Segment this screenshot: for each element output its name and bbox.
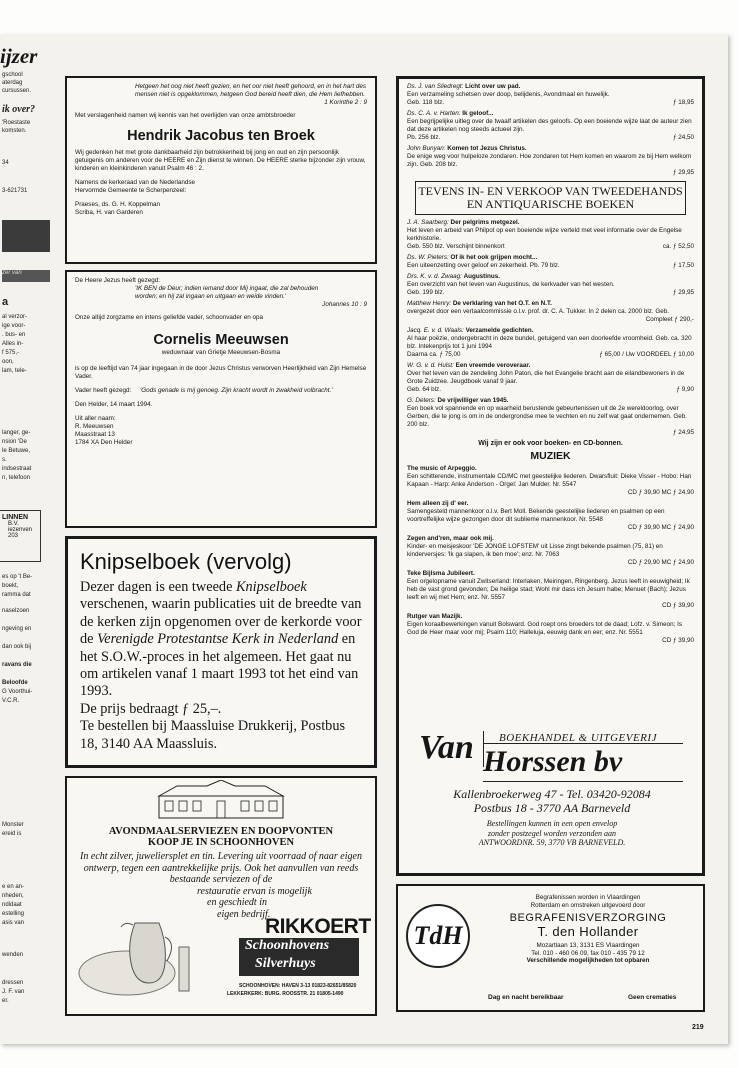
book-info: Pb. 256 blz. (407, 134, 441, 141)
book-info: Geb. 64 blz. (407, 386, 441, 393)
gutter-text: G Voorthui- (2, 689, 33, 695)
book-title: Een vreemde veroveraar. (455, 362, 531, 369)
author: Ds. W. Pieters: (407, 254, 449, 261)
order-note: ANTWOORDNR. 59, 3770 VB BARNEVELD. (478, 838, 626, 847)
ad-text: restauratie ervan is mogelijk (197, 885, 312, 897)
address-line: LEKKERKERK: BURG. ROOSSTR. 21 01805-1490 (227, 991, 344, 997)
van-horssen-logo-block (409, 729, 695, 869)
gutter-text: ramma dat (2, 592, 31, 598)
signature-line: Namens de kerkeraad van de Nederlandse (75, 179, 196, 186)
address-line: 1784 XA Den Helder (75, 439, 133, 446)
funeral-text (478, 894, 698, 965)
gutter-text: 3-621731 (2, 188, 28, 194)
gutter-text: ravans die (2, 662, 32, 668)
gutter-text: V.C.R. (2, 698, 20, 704)
signature-line: Praeses, ds. G. H. Koppelman (75, 201, 161, 208)
book-title: Verzamelde gedichten. (465, 327, 534, 334)
author: Ds. C. A. v. Harten: (407, 110, 461, 117)
author: Jacq. E. v. d. Waals: (407, 327, 464, 334)
availability: Dag en nacht bereikbaar (488, 994, 564, 1001)
obituary-meeuwsen (65, 270, 377, 528)
gutter-text: wenden (2, 952, 24, 958)
book-price: ƒ 29,95 (672, 169, 694, 176)
gutter-text: komsten. (2, 128, 27, 134)
order-note: zonder postzegel worden verzonden aan (487, 828, 617, 838)
book-title: De verklaring van het O.T. en N.T. (452, 300, 552, 307)
book-desc: De enige weg voor hulpeloze zondaren. Hoe zondaren tot Hem komen en waarom ze bij Hem welkom zijn. Geb. 208 blz. (407, 153, 692, 168)
logo-main: Horssen bv (483, 745, 623, 778)
book-title: Komen tot Jezus Christus. (447, 145, 527, 152)
signature-line: Hervormde Gemeente te Scherpenzeel: (75, 187, 187, 194)
book-desc: Een overzicht van het leven van Augustinus, de kerkvader van het westen. (407, 281, 615, 288)
ad-heading: KOOP JE IN SCHOONHOVEN (147, 837, 295, 848)
funeral-address: Mozartlaan 13, 3131 ES Vlaardingen (536, 942, 640, 949)
gutter-text: lam, tele- (2, 368, 27, 374)
den-hollander-advertisement (396, 884, 705, 1012)
gutter-text: nsion 'De (2, 439, 27, 445)
book-info: Daarna ca. ƒ 75,00 (407, 351, 461, 358)
gutter-text: n, telefoon (2, 475, 31, 481)
obituary-ten-broek (65, 76, 377, 264)
book-list (407, 219, 694, 437)
book-price: ƒ 65,00 / Uw VOORDEEL ƒ 10,00 (599, 351, 694, 358)
voucher-line: Wij zijn er ook voor boeken- en CD-bonnen. (478, 440, 623, 447)
gutter-box-label: LINNEN (2, 514, 29, 521)
album-title: Zegen and'ren, maar ook mij. (407, 535, 494, 542)
left-gutter-column (0, 34, 52, 1044)
gutter-text: naselzoen (2, 608, 30, 614)
album-price: CD ƒ 39,90 (662, 602, 694, 609)
obituary-line: Onze altijd zorgzame en intens geliefde vader, schoonvader en opa (75, 314, 263, 321)
funeral-phone: Tel. 010 - 460 06 09, fax 010 - 435 79 12 (531, 949, 645, 957)
ad-text: In echt zilver, juweliersplet en tin. Levering uit voorraad of naar eigen ontwerp, tegen een aantrekkelijke prijs. Ook het aanvullen van reeds bestaande serviezen of de (80, 851, 362, 885)
gutter-text: er. (2, 998, 9, 1004)
rikkoert-advertisement (65, 776, 377, 1016)
book-info: Geb. 118 blz. (407, 99, 444, 106)
obituary-intro: De Heere Jezus heeft gezegd: (75, 277, 161, 284)
notice-text-italic: Knipselboek (236, 579, 307, 595)
notice-text-italic: Verenigde Protestantse Kerk in Nederland (97, 631, 339, 648)
author: G. Deters: (407, 397, 436, 404)
second-hand-banner: TEVENS IN- EN VERKOOP VAN TWEEDEHANDS EN ANTIQUARISCHE BOEKEN (415, 181, 686, 215)
music-list (407, 465, 694, 645)
book-price: ƒ 29,95 (672, 289, 694, 296)
gutter-heading: a (2, 296, 9, 308)
gutter-text: estelling (2, 911, 25, 917)
address-line: Uit aller naam: (75, 415, 116, 422)
gutter-text: oon, (2, 359, 14, 365)
place-date: Den Helder, 14 maart 1994. (75, 401, 153, 408)
book-price: ƒ 24,95 (672, 429, 694, 436)
album-desc: Eigen koraalbewerkingen vanuit Bolsward. God roept ons broeders tot de daad; Lofz. v. Simeon; Is God de Heer maar voor mij; Psalm 110; Halleluja, eeuwig dank en eer; enz. Nr. 5551 (407, 621, 683, 636)
gutter-text: cursussen. (2, 88, 32, 94)
notice-order: Te bestellen bij Maassluise Drukkerij, Postbus 18, 3140 AA Maassluis. (80, 718, 346, 752)
funeral-company: T. den Hollander (537, 924, 639, 939)
gutter-text: 34 (2, 160, 9, 166)
book-desc: Een begrijpelijke uitleg over de twaalf artikelen des geloofs. Op een boeiende wijze laat de auteur zien dat deze artikelen nog steeds actueel zijn. (407, 118, 692, 133)
brand-line: Silverhuys (255, 956, 316, 971)
book-title: Augustinus. (463, 273, 500, 280)
gutter-text: al verzor- (2, 314, 28, 320)
funeral-line: Rotterdam en omstreken uitgevoerd door (530, 901, 646, 909)
bible-quote: 'IK BEN de Deur; indien iemand door Mij ingaat, die zal behouden worden; en hij zal ingaan en uitgaan en weide vinden.' (135, 285, 319, 300)
book-price: Compleet ƒ 290,- (645, 316, 694, 323)
book-desc: Het leven en arbeid van Philpot op een boeiende wijze verteld met veel informatie over de Engelse kerkhistorie. (407, 227, 682, 242)
album-title: The music of Arpeggio. (407, 465, 477, 472)
book-price: ƒ 9,90 (676, 386, 694, 393)
gutter-text: nheden, (2, 893, 24, 899)
author: J. A. Saarberg: (407, 219, 449, 226)
book-desc: Een verzameling schetsen over doop, belijdenis, Avondmaal en huwelijk. (407, 91, 610, 98)
gutter-text: Monster (2, 822, 24, 828)
funeral-line: Begrafenissen worden in Vlaardingen (535, 894, 641, 901)
logo-subtitle: BOEKHANDEL & UITGEVERIJ (499, 732, 657, 744)
gutter-box-text: 203 (8, 533, 19, 539)
quote-intro: Vader heeft gezegd: (75, 387, 132, 394)
gutter-text: asis van (2, 920, 25, 926)
album-desc: Kinder- en meisjeskoor 'DE JONGE LOFSTEM' uit Lisse zingt bekende psalmen (75, 81) en kinderversjes: 'Ik ga slapen, ik ben moe'; enz. Nr. 7063 (407, 543, 663, 558)
gutter-text: f 575,- (2, 350, 20, 356)
album-desc: Samengesteld mannenkoor o.l.v. Bert Moll. Bekende geestelijke liederen en psalmen op een voortreffelijke wijze gezongen door dit sublieme mannenkoor. Nr. 5548 (407, 508, 665, 523)
book-info: Geb. 199 blz. (407, 289, 445, 296)
gutter-question: ik over? (2, 104, 36, 115)
rikkoert-logo: RIKKOERT (265, 915, 371, 938)
book-desc: Een uiteenzetting over geloof en zekerheid. Pb. 79 blz. (407, 262, 560, 269)
gutter-text: langer, ge- (2, 430, 31, 436)
gutter-image-block (2, 220, 50, 252)
album-title: Rutger van Mazijk. (407, 613, 463, 620)
address-line: SCHOONHOVEN: HAVEN 3-13 01823-82651/85820 (239, 983, 357, 989)
knipselboek-notice (65, 536, 377, 768)
funeral-heading: BEGRAFENISVERZORGING (509, 912, 667, 924)
tdh-logo-text: TdH (413, 921, 463, 950)
gutter-linnen-box (0, 510, 41, 562)
book-price: ƒ 24,50 (672, 134, 694, 141)
music-heading: MUZIEK (530, 450, 571, 462)
ad-text: eigen bedrijf. (217, 908, 271, 920)
author: Matthew Henry: (407, 300, 452, 307)
gutter-text: gschool (2, 72, 23, 78)
address-line: R. Meeuwsen (75, 423, 114, 430)
signature-line: Scriba, H. van Garderen (75, 209, 143, 216)
obituary-body: is op de leeftijd van 74 jaar ingegaan in de door Jezus Christus verworven Heerlijkheid van Zijn Hemelse Vader. (75, 365, 367, 380)
gutter-text: dan ook bij (2, 644, 32, 650)
author: Drs. K. v. d. Zwaag: (407, 273, 462, 280)
album-price: CD ƒ 29,90 MC ƒ 24,90 (627, 559, 694, 566)
bible-reference: 1 Korinthe 2 : 9 (324, 99, 367, 106)
no-cremations: Geen crematies (628, 994, 677, 1001)
gutter-text: es op 't Be- (2, 574, 33, 580)
gutter-text: aterdag (2, 80, 23, 86)
book-price: ƒ 18,95 (672, 99, 694, 106)
author: Ds. J. van Sliedregt: (407, 83, 464, 90)
brand-line: Schoonhovens (245, 938, 330, 953)
author: W. G. v. d. Hulst: (407, 362, 454, 369)
van-horssen-advertisement (396, 76, 705, 876)
gutter-text: ndidaat (2, 902, 22, 908)
notice-text: verschenen, waarin publicaties uit de breedte van de kerken zijn opgenomen over de kerkorde voor de (80, 596, 362, 648)
gutter-text: boekt, (2, 583, 19, 589)
book-desc: Al haar poëzie, ondergebracht in deze bundel, getuigend van een doorleefde vroomheid. Geb. ca. 320 blz. Intekenprijs tot 1 juni 1994 (407, 335, 692, 350)
album-price: CD ƒ 39,90 (662, 637, 694, 644)
shop-address: Kallenbroekerweg 47 - Tel. 03420-92084 (453, 787, 651, 801)
book-desc: Een boek vol spannende en op waarheid berustende gebeurtenissen uit de 2e wereldoorlog, over Gerben, die te jong is om in de ondergrondse mee te vechten en nu zelf wat gaat ondernemen. Geb. 200 blz. (407, 405, 688, 428)
funeral-line: Verschillende mogelijkheden tot opbaren (526, 957, 650, 964)
gutter-text: . bus- en (2, 332, 26, 338)
gutter-text: dressen (2, 980, 24, 986)
gutter-text: e en an- (2, 884, 25, 890)
gutter-text: ereid is (2, 831, 22, 837)
album-desc: Een schitterende, instrumentale CD/MC met geestelijke liederen. Dwarsfluit: Dieke Visser - Hobo: Han Kapaan - Harp: Anke Anderson - Orgel: Jan Mulder. Nr. 5547 (407, 473, 692, 488)
notice-text: Dezer dagen is een tweede (80, 579, 236, 595)
book-title: Der pelgrims metgezel. (450, 219, 520, 226)
deceased-name: Cornelis Meeuwsen (153, 332, 289, 348)
author: John Bunyan: (407, 145, 446, 152)
silver-jug-illustration (75, 903, 195, 1003)
gutter-text: indsestraat (2, 466, 32, 472)
gutter-text: ngeving en (2, 626, 32, 632)
gutter-text: s. (2, 457, 7, 463)
gutter-text: Beloofde (2, 680, 28, 686)
book-info: Geb. 550 blz. Verschijnt binnenkort (407, 243, 505, 250)
book-title: Ik geloof... (462, 110, 494, 117)
tdh-logo (406, 904, 470, 968)
logo-van: Van (419, 729, 474, 766)
album-price: CD ƒ 39,90 MC ƒ 24,90 (627, 524, 694, 531)
book-title: De vrijwilliger van 1945. (437, 397, 509, 404)
book-title: Licht over uw pad. (465, 83, 521, 90)
album-title: Hem alleen zij d' eer. (407, 500, 469, 507)
book-title: Of ik het ook grijpen mocht... (450, 254, 538, 261)
bible-reference: Johannes 10 : 9 (322, 301, 367, 308)
gutter-band: zer van (2, 270, 50, 282)
gutter-box-text: iezenven (8, 527, 33, 533)
ad-text: en geschiedt in (207, 897, 267, 908)
obituary-body: Wij gedenken het met grote dankbaarheid zijn betrokkenheid bij jong en oud en zijn persoonlijk getuigenis om anderen voor de HEERE en Zijn dienst te winnen. De HEERE sterke bijzonder zijn vrouw, kinderen en kleinkinderen vanuit Psalm 46 : 2. (75, 149, 366, 172)
obituary-intro: Met verslagenheid namen wij kennis van het overlijden van onze ambtsbroeder (75, 112, 296, 119)
gutter-text: ige voor- (2, 323, 26, 329)
book-desc: Over het leven van de zendeling John Paton, die het Evangelie bracht aan de eilandbewoners in de Grote Zuidzee. Jeugdboek vanaf 9 jaar. (407, 370, 685, 385)
album-price: CD ƒ 39,90 MC ƒ 24,90 (627, 489, 694, 496)
gutter-title: ijzer (0, 44, 38, 68)
album-title: Teke Bijlsma Jubileert. (407, 570, 475, 577)
order-note: Bestellingen kunnen in een open envelop (486, 819, 618, 828)
book-price: ƒ 17,50 (672, 262, 694, 269)
page-number: 219 (692, 1024, 704, 1031)
address-line: Maasstraat 13 (75, 431, 115, 438)
quote-text: 'Gods genade is mij genoeg. Zijn kracht wordt in zwakheid volbracht.' (140, 387, 333, 394)
building-illustration (67, 780, 375, 820)
book-price: ca. ƒ 52,50 (662, 243, 694, 250)
notice-text: en het S.O.W.-proces in het algemeen. Het gaat nu om artikelen vanaf 1 maart 1993 tot het eind van 1993. (80, 631, 359, 700)
shop-postbox: Postbus 18 - 3770 AA Barneveld (473, 801, 631, 815)
widower-line: weduwnaar van Grietje Meeuwsen-Bosma (161, 349, 281, 356)
album-desc: Een orgelopname vanuit Zwitserland: Interlaken, Meiringen, Ringenberg. Jezus leeft in eeuwigheid; Ik heb de vast grond gevonden; De heilige stad; Wohl mir dass ich Jesum habe; Menuet (Bach); Jezus leeft en wij met Hem; enz. Nr. 5557 (407, 578, 690, 601)
gutter-text: J. F. van (2, 989, 25, 995)
deceased-name: Hendrik Jacobus ten Broek (127, 128, 315, 144)
bible-quote: Hetgeen het oog niet heeft gezien, en het oor niet heeft gehoord, en in het hart des mensen niet is opgeklommen, hetgeen God bereid heeft dien, die Hem liefhebben. (135, 83, 367, 98)
gutter-text: Alles in- (2, 341, 24, 347)
notice-price: De prijs bedraagt ƒ 25,–. (80, 700, 222, 717)
book-list-top (407, 83, 694, 177)
notice-title: Knipselboek (vervolg) (80, 549, 292, 574)
gutter-text: le Betuwe, (2, 448, 31, 454)
ad-heading: AVONDMAALSERVIEZEN EN DOOPVONTEN (108, 826, 334, 837)
notice-body (80, 579, 362, 701)
gutter-text: 'Roestaste (2, 120, 31, 126)
book-desc: overgezet door een vertaalcommissie o.l.v. prof. dr. C. A. Tukker. In 2 delen ca. 2000 blz. Geb. (407, 308, 670, 315)
gutter-box-text: B.V. (8, 521, 19, 527)
